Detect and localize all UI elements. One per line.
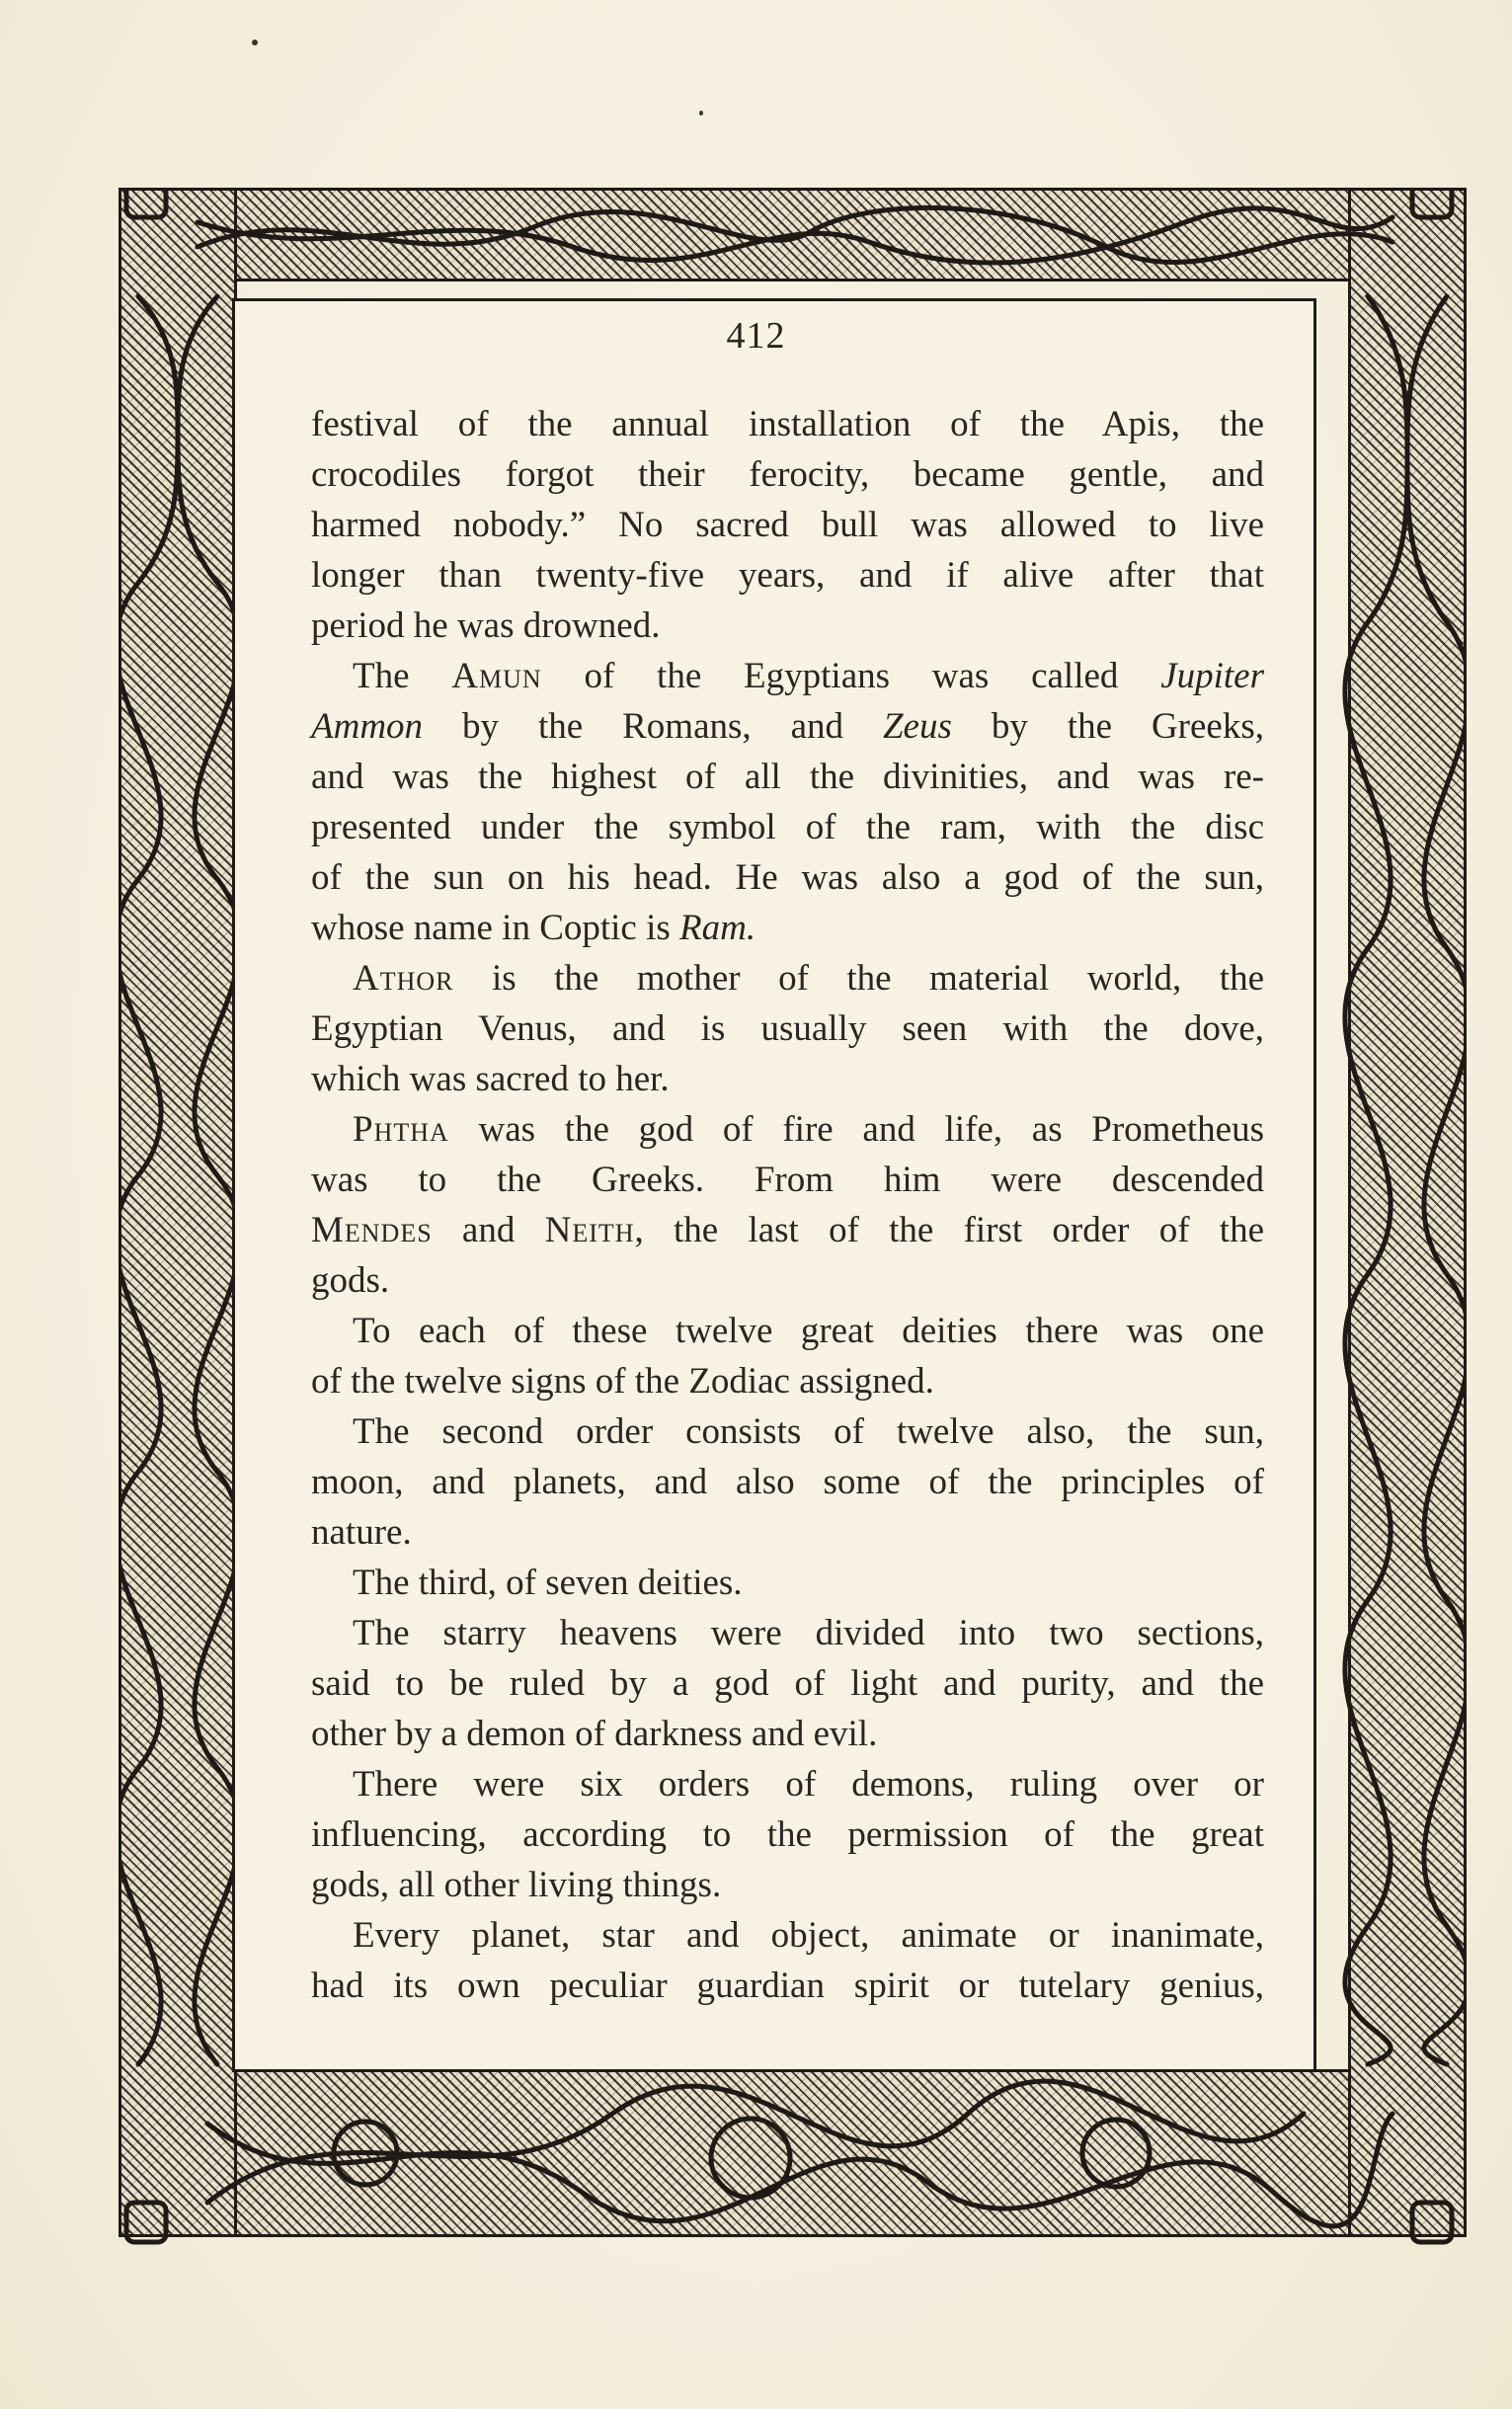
text-line: Every planet, star and object, animate or inanimate,	[353, 1915, 1264, 1956]
text-line: Egyptian Venus, and is usually seen with the dove,	[311, 1008, 1264, 1049]
text-line: nature.	[311, 1512, 412, 1553]
text-line: gods.	[311, 1260, 390, 1301]
text-line: crocodiles forgot their ferocity, became gentle, and	[311, 454, 1264, 495]
text-line: The Amun of the Egyptians was called Jupiter	[353, 656, 1264, 696]
ink-speck	[699, 111, 703, 116]
text-line: Ammon by the Romans, and Zeus by the Greeks,	[311, 706, 1264, 747]
deity-name: Phtha	[353, 1109, 449, 1150]
text-line: said to be ruled by a god of light and purity, and the	[311, 1663, 1264, 1704]
text-line: The starry heavens were divided into two sections,	[353, 1613, 1264, 1653]
deity-name: Mendes	[311, 1210, 433, 1250]
text-line: The second order consists of twelve also, the sun,	[353, 1411, 1264, 1452]
text-line: which was sacred to her.	[311, 1059, 670, 1099]
text-line: period he was drowned.	[311, 605, 661, 646]
text-line: To each of these twelve great deities there was one	[353, 1311, 1264, 1351]
text-line: longer than twenty-five years, and if alive after that	[311, 555, 1264, 596]
deity-name: Neith	[544, 1210, 635, 1250]
text-line: harmed nobody.” No sacred bull was allowed to live	[311, 505, 1264, 545]
text-line: of the twelve signs of the Zodiac assigned.	[311, 1361, 934, 1402]
text-line: moon, and planets, and also some of the principles of	[311, 1462, 1264, 1502]
text-line: Athor is the mother of the material world, the	[353, 958, 1264, 999]
text-line: and was the highest of all the divinities, and was re-	[311, 757, 1264, 797]
body-text	[311, 399, 1264, 2011]
ink-speck	[252, 40, 258, 45]
text-line: whose name in Coptic is Ram.	[311, 908, 756, 948]
page-number: 412	[726, 315, 786, 357]
text-line: other by a demon of darkness and evil.	[311, 1714, 878, 1754]
text-line: gods, all other living things.	[311, 1865, 722, 1905]
text-line: festival of the annual installation of the Apis, the	[311, 404, 1264, 444]
text-line: Mendes and Neith, the last of the first order of the	[311, 1210, 1264, 1250]
text-line: was to the Greeks. From him were descended	[311, 1160, 1264, 1200]
text-line: Phtha was the god of fire and life, as Prometheus	[353, 1109, 1264, 1150]
text-line: The third, of seven deities.	[353, 1563, 743, 1603]
deity-name: Amun	[451, 656, 542, 696]
text-line: had its own peculiar guardian spirit or tutelary genius,	[311, 1966, 1264, 2006]
deity-name: Athor	[353, 958, 454, 999]
text-line: influencing, according to the permission of the great	[311, 1814, 1264, 1855]
text-line: There were six orders of demons, ruling over or	[353, 1764, 1264, 1805]
text-line: of the sun on his head. He was also a god of the sun,	[311, 857, 1264, 898]
text-line: presented under the symbol of the ram, with the disc	[311, 807, 1264, 847]
